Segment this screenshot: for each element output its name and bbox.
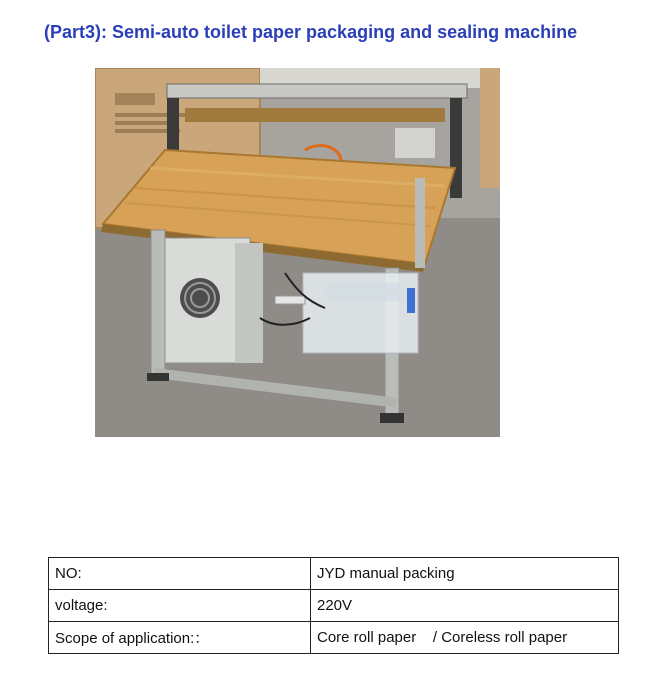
spec-label-voltage: voltage: <box>49 590 311 622</box>
machine-photo <box>95 68 500 437</box>
spec-value-scope: Core roll paper / Coreless roll paper <box>311 622 619 654</box>
table-row <box>49 558 619 590</box>
sealing-machine-illustration <box>95 68 500 437</box>
spec-label-scope: Scope of application:： <box>49 622 311 654</box>
spec-table <box>48 557 619 654</box>
table-row <box>49 622 619 654</box>
spec-value-voltage: 220V <box>311 590 619 622</box>
spec-value-model: JYD manual packing <box>311 558 619 590</box>
table-row <box>49 590 619 622</box>
page-heading: (Part3): Semi-auto toilet paper packaging and sealing machine <box>44 22 578 42</box>
spec-label-model: NO: <box>49 558 311 590</box>
